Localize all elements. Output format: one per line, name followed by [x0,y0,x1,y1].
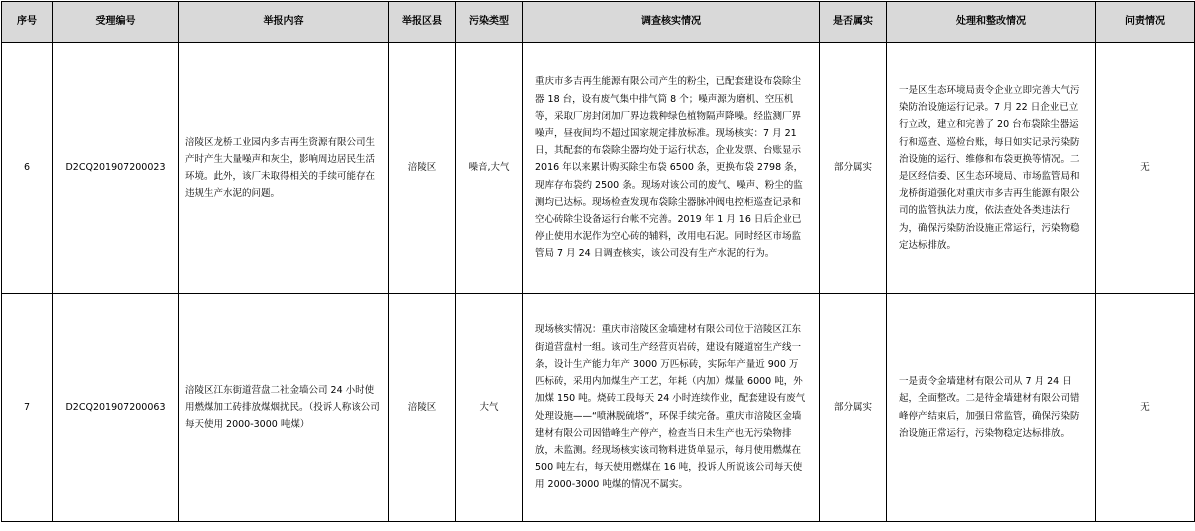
col-header-investigation: 调查核实情况 [523,2,820,43]
col-header-district: 举报区县 [389,2,456,43]
cell-district: 涪陵区 [389,294,456,522]
cell-investigation: 现场核实情况：重庆市涪陵区金墙建材有限公司位于涪陵区江东街道营盘村一组。该司生产经营页岩砖，建设有隧道窑生产线一条，设计生产能力年产 3000 万匹标砖，实际年产量近 900 万匹标砖，采用内加煤生产工艺，年耗（内加）煤量 6000 吨，外加煤 150 吨。烧砖工段每天 24 小时连续作业，配套建设有废气处理设施——“喷淋脱硫塔”，环保手续完备。重庆市涪陵区金墙建材有限公司因错峰生产停产，检查当日未生产也无污染物排放，未监测。经现场核实该司物料进货单显示，每月使用燃煤在 500 吨左右，每天使用燃煤在 16 吨，投诉人所说该公司每天使用 2000-3000 吨煤的情况不属实。 [523,294,820,522]
col-header-pollution: 污染类型 [456,2,523,43]
cell-seq: 6 [2,43,53,294]
cell-accountability: 无 [1096,294,1195,522]
col-header-content: 举报内容 [179,2,389,43]
table-row [2,294,1195,522]
cell-handling: 一是责令金墙建材有限公司从 7 月 24 日起，全面整改。二是待金墙建材有限公司错峰停产结束后，加强日常监管，确保污染防治设施正常运行，污染物稳定达标排放。 [887,294,1096,522]
cell-verified: 部分属实 [820,43,887,294]
header-row [2,2,1195,43]
cell-handling: 一是区生态环境局责令企业立即完善大气污染防治设施运行记录。7 月 22 日企业已立行立改，建立和完善了 20 台布袋除尘器运行和巡查、巡检台账，每日如实记录污染防治设施的运行、维修和布袋更换等情况。二是区经信委、区生态环境局、市场监管局和龙桥街道强化对重庆市多吉再生能源有限公司的监管执法力度，依法查处各类违法行为，确保污染防治设施正常运行，污染物稳定达标排放。 [887,43,1096,294]
cell-pollution: 噪音,大气 [456,43,523,294]
cell-district: 涪陵区 [389,43,456,294]
complaint-table [1,1,1195,522]
cell-content: 涪陵区龙桥工业园内多吉再生资源有限公司生产时产生大量噪声和灰尘，影响周边居民生活环境。此外，该厂未取得相关的手续可能存在违规生产水泥的问题。 [179,43,389,294]
col-header-accountability: 问责情况 [1096,2,1195,43]
cell-accountability: 无 [1096,43,1195,294]
cell-investigation: 重庆市多吉再生能源有限公司产生的粉尘，已配套建设布袋除尘器 18 台，设有废气集中排气筒 8 个；噪声源为磨机、空压机等，采取厂房封闭加厂界边栽种绿色植物隔声降噪。经监测厂界噪声，昼夜间均不超过国家规定排放标准。现场核实：7 月 21 日，其配套的布袋除尘器均处于运行状态，企业发票、台账显示 2016 年以来累计购买除尘布袋 6500 条，更换布袋 2798 条，现库存布袋约 2500 条。现场对该公司的废气、噪声、粉尘的监测均已达标。现场检查发现布袋除尘器脉冲阀电控柜巡查记录和空心砖除尘设备运行台帐不完善。2019 年 1 月 16 日后企业已停止使用水泥作为空心砖的辅料，改用电石泥。同时经区市场监管局 7 月 24 日调查核实，该公司没有生产水泥的行为。 [523,43,820,294]
cell-seq: 7 [2,294,53,522]
cell-id: D2CQ201907200023 [53,43,179,294]
col-header-seq: 序号 [2,2,53,43]
col-header-id: 受理编号 [53,2,179,43]
table-row [2,43,1195,294]
col-header-handling: 处理和整改情况 [887,2,1096,43]
cell-verified: 部分属实 [820,294,887,522]
cell-content: 涪陵区江东街道营盘二社金墙公司 24 小时使用燃煤加工砖排放煤烟扰民。（投诉人称该公司每天使用 2000-3000 吨煤） [179,294,389,522]
col-header-verified: 是否属实 [820,2,887,43]
cell-id: D2CQ201907200063 [53,294,179,522]
cell-pollution: 大气 [456,294,523,522]
